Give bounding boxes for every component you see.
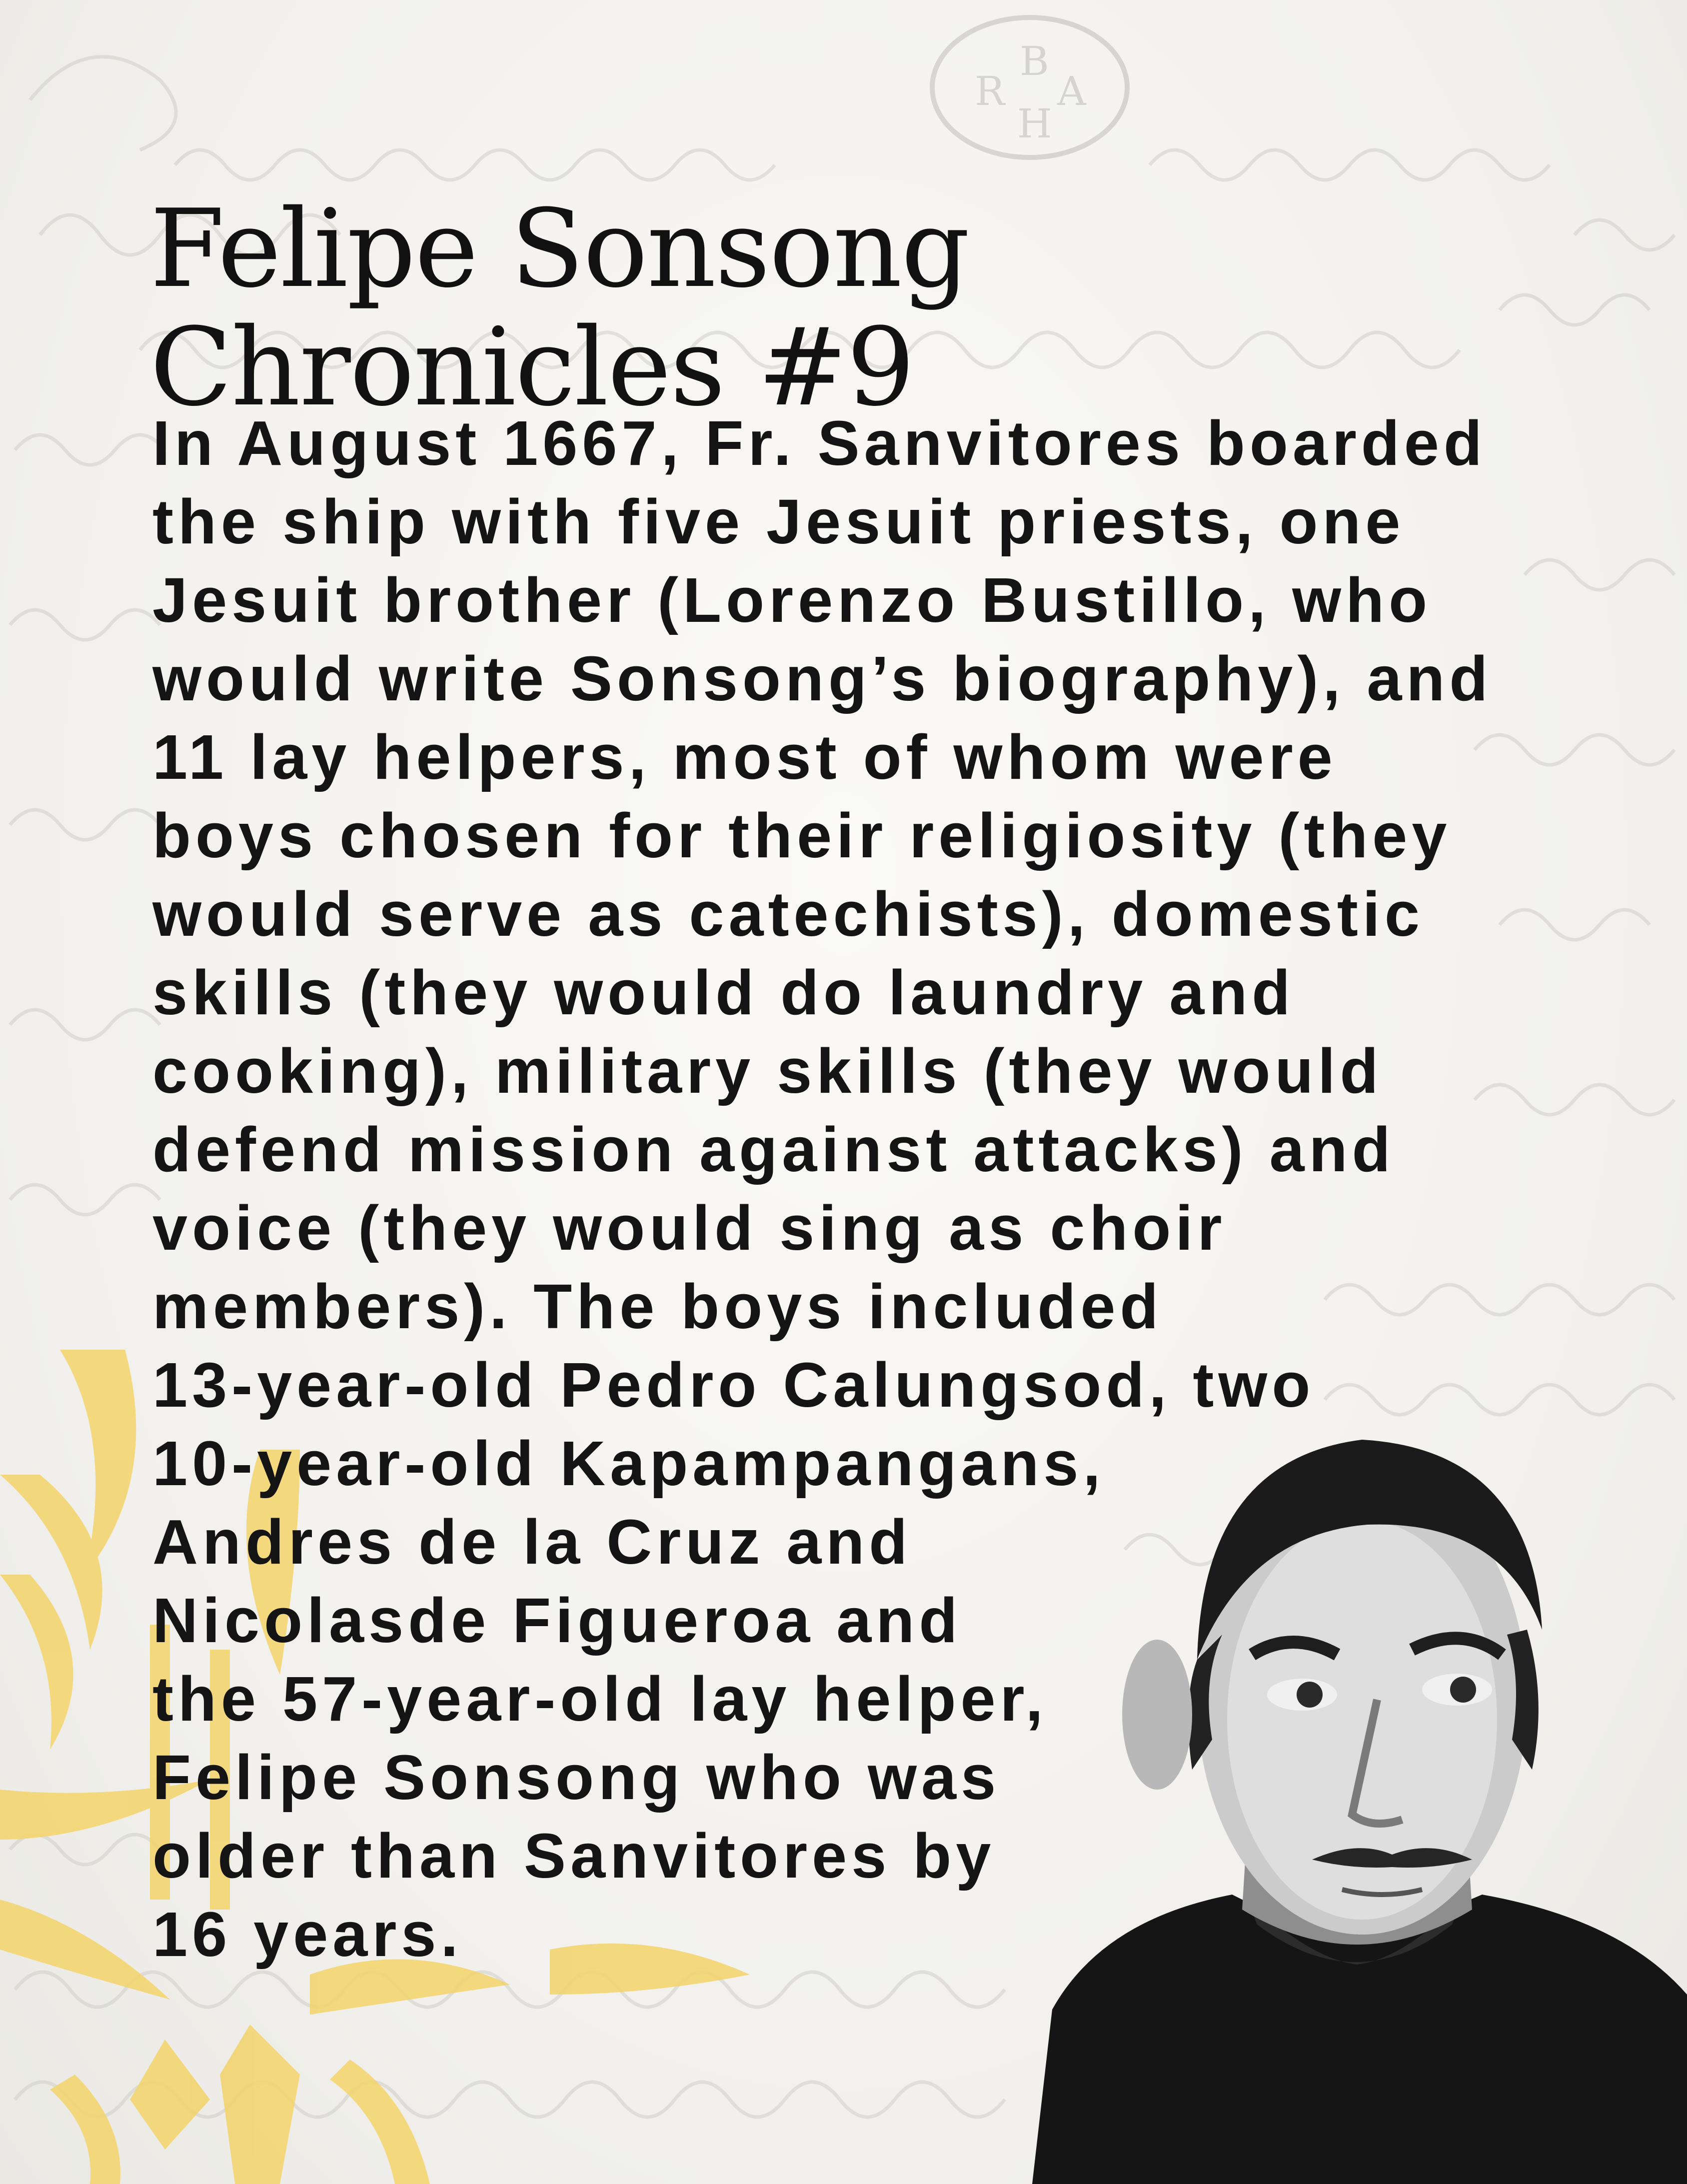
body-line: Andres de la Cruz and bbox=[152, 1507, 912, 1577]
body-line: 10-year-old Kapampangans, bbox=[152, 1428, 1105, 1499]
body-paragraph bbox=[152, 404, 1627, 1974]
body-line: the ship with five Jesuit priests, one bbox=[152, 486, 1405, 557]
seal-letter-b: B bbox=[1020, 38, 1049, 84]
body-line: 16 years. bbox=[152, 1899, 463, 1970]
body-line: In August 1667, Fr. Sanvitores boarded bbox=[152, 408, 1487, 478]
body-line: older than Sanvitores by bbox=[152, 1821, 996, 1891]
body-line: skills (they would do laundry and bbox=[152, 957, 1295, 1028]
body-line: defend mission against attacks) and bbox=[152, 1114, 1395, 1185]
seal-letter-r: R bbox=[975, 68, 1005, 114]
body-line: 11 lay helpers, most of whom were bbox=[152, 722, 1337, 792]
page-title: Felipe Sonsong Chronicles #9 bbox=[150, 186, 969, 430]
body-line: cooking), military skills (they would bbox=[152, 1036, 1383, 1106]
body-line: 13-year-old Pedro Calungsod, two bbox=[152, 1350, 1315, 1420]
seal-letter-a: A bbox=[1057, 68, 1086, 114]
body-line: would serve as catechists), domestic bbox=[152, 879, 1424, 949]
body-line: Nicolasde Figueroa and bbox=[152, 1585, 962, 1656]
body-line: members). The boys included bbox=[152, 1271, 1163, 1342]
seal-stamp bbox=[932, 17, 1127, 157]
seal-letter-h: H bbox=[1017, 100, 1052, 147]
body-line: the 57-year-old lay helper, bbox=[152, 1664, 1048, 1734]
body-line: Jesuit brother (Lorenzo Bustillo, who bbox=[152, 565, 1432, 635]
body-line: boys chosen for their religiosity (they bbox=[152, 800, 1452, 871]
body-line: voice (they would sing as choir bbox=[152, 1193, 1227, 1263]
body-line: Felipe Sonsong who was bbox=[152, 1742, 1001, 1813]
body-line: would write Sonsong’s biography), and bbox=[152, 643, 1493, 714]
